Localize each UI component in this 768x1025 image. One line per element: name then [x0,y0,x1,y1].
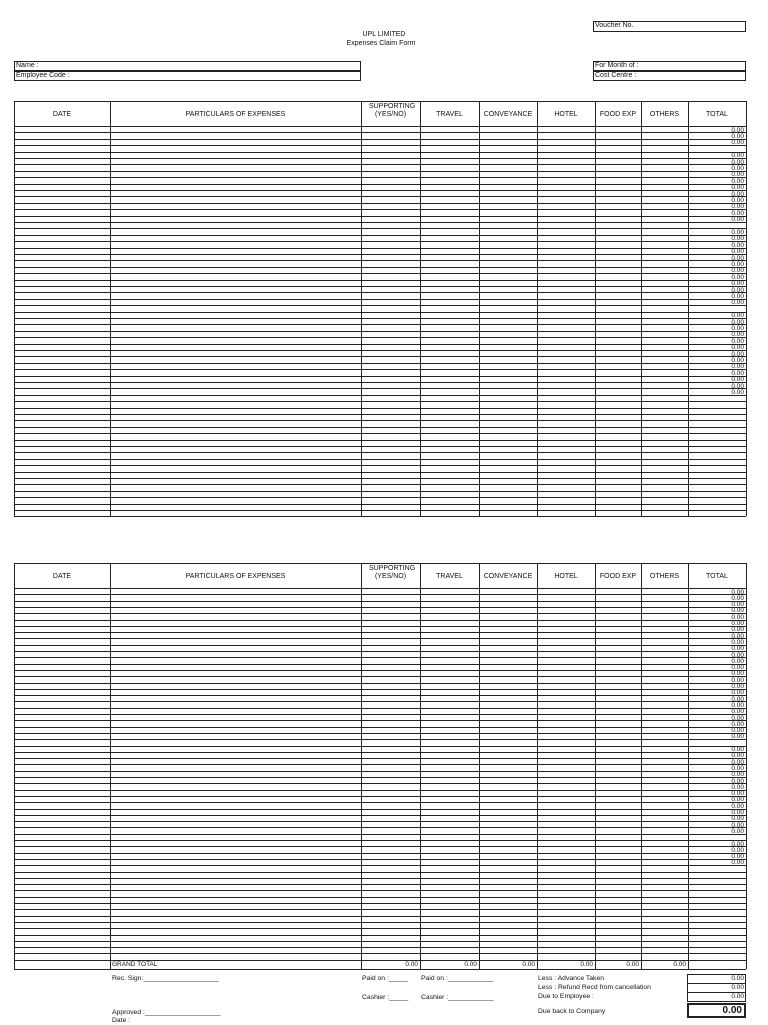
less-advance-label: Less : Advance Taken [538,975,605,982]
row-total: 0.00 [731,594,744,602]
table-row [14,884,746,885]
row-total: 0.00 [731,752,744,760]
row-total: 0.00 [731,164,744,172]
summary-refund-value: 0.00 [731,984,744,991]
table-row [14,433,746,434]
row-total: 0.00 [731,683,744,690]
table-row [14,324,746,325]
row-total: 0.00 [731,695,744,703]
table-row [14,834,746,835]
row-total: 0.00 [731,203,744,211]
table-row [14,695,746,696]
table-row [14,601,746,602]
table-row [14,594,746,595]
table-row [14,452,746,453]
row-total: 0.00 [731,292,744,300]
row-total: 0.00 [731,312,744,320]
row-total: 0.00 [731,254,744,262]
table-row [14,222,746,223]
table-row [14,953,746,954]
col-header-total: TOTAL [706,572,728,580]
table-row [14,714,746,715]
table-row [14,840,746,841]
table-row [14,941,746,942]
table-row [14,280,746,281]
row-total: 0.00 [731,184,744,192]
row-total: 0.00 [731,139,744,147]
row-total: 0.00 [731,171,744,179]
table-row [14,241,746,242]
row-total: 0.00 [731,382,744,390]
table-row [14,465,746,466]
row-total: 0.00 [731,859,744,867]
name-field[interactable] [14,61,361,71]
table-row [14,376,746,377]
table-row [14,318,746,319]
table-row [14,190,746,191]
table-row [14,395,746,396]
row-total: 0.00 [731,802,744,810]
table-row [14,758,746,759]
table-row [14,472,746,473]
row-total: 0.00 [731,664,744,672]
table-row [14,286,746,287]
col-header-others: OTHERS [649,110,680,118]
table-row [14,510,746,511]
table-row [14,878,746,879]
col-header-date: DATE [52,572,72,580]
row-total: 0.00 [731,714,744,722]
date-label: Date : [112,1017,131,1024]
col-header-hotel: HOTEL [554,572,578,580]
summary-due-employee-value: 0.00 [731,993,744,1000]
table-row [14,401,746,402]
row-total: 0.00 [731,821,744,829]
table-row [14,588,746,589]
table-row [14,228,746,229]
row-total: 0.00 [731,815,744,823]
row-total: 0.00 [731,344,744,352]
approved: Approved :____________________ [112,1009,221,1016]
row-total: 0.00 [731,350,744,358]
row-total: 0.00 [731,331,744,339]
row-total: 0.00 [731,228,744,236]
table-row [14,382,746,383]
row-total: 0.00 [731,209,744,217]
table-row [14,645,746,646]
paid-on-1: Paid on :_____ [362,975,408,982]
name-label: Name : [16,62,39,69]
row-total: 0.00 [731,241,744,249]
row-total: 0.00 [731,777,744,785]
table-row [14,427,746,428]
table-row [14,865,746,866]
col-header-travel: TRAVEL [436,110,463,118]
table-row [14,203,746,204]
row-total: 0.00 [731,190,744,198]
table-row [14,292,746,293]
row-total: 0.00 [731,651,744,659]
rec-sign: Rec. Sign:____________________ [112,975,219,982]
table-row [14,916,746,917]
table-row [14,420,746,421]
table-row [14,607,746,608]
row-total: 0.00 [731,260,744,268]
table-row [14,935,746,936]
company-name: UPL LIMITED [362,31,406,38]
row-total: 0.00 [731,790,744,798]
table-row [14,657,746,658]
table-row [14,928,746,929]
row-total: 0.00 [731,369,744,377]
col-header-total: TOTAL [706,110,728,118]
row-total: 0.00 [731,248,744,256]
row-total: 0.00 [731,273,744,281]
row-total: 0.00 [731,701,744,709]
row-total: 0.00 [731,620,744,627]
cashier-2: Cashier :____________ [421,994,494,1001]
table-row [14,126,746,127]
table-row [14,739,746,740]
row-total: 0.00 [731,158,744,166]
row-total: 0.00 [731,235,744,243]
table-row [14,632,746,633]
col-header-others: OTHERS [649,572,680,580]
table-row [14,248,746,249]
row-total: 0.00 [731,708,744,716]
row-total: 0.00 [731,318,744,326]
table-row [14,746,746,747]
table-row [14,446,746,447]
row-total: 0.00 [731,152,744,160]
table-row [14,260,746,261]
grand-total-label: GRAND TOTAL [112,960,158,968]
table-row [14,809,746,810]
row-total: 0.00 [731,337,744,345]
row-total: 0.00 [731,809,744,816]
row-total: 0.00 [731,286,744,294]
table-row [14,897,746,898]
table-row [14,676,746,677]
row-total: 0.00 [731,827,744,835]
row-total: 0.00 [731,638,744,646]
row-total: 0.00 [731,720,744,728]
row-total: 0.00 [731,132,744,140]
voucher-label: Voucher No. [595,22,634,29]
table-row [14,484,746,485]
row-total: 0.00 [731,846,744,854]
table-row [14,440,746,441]
paid-on-2: Paid on :____________ [421,975,494,982]
employee-code-label: Employee Code : [16,72,70,79]
table-row [14,872,746,873]
row-total: 0.00 [731,796,744,804]
table-row [14,853,746,854]
col-header-particulars: PARTICULARS OF EXPENSES [185,110,286,118]
less-refund-label: Less : Refund Recd from cancellation [538,984,651,991]
row-total: 0.00 [731,670,744,678]
row-total: 0.00 [731,376,744,384]
table-row [14,152,746,153]
table-row [14,859,746,860]
table-row [14,478,746,479]
row-total: 0.00 [731,601,744,609]
table-row [14,184,746,185]
row-total: 0.00 [731,626,744,634]
table-row [14,337,746,338]
table-row [14,235,746,236]
row-total: 0.00 [731,613,744,621]
grand-total-value: 0.00 [522,960,535,968]
col-header-conveyance: CONVEYANCE [483,110,533,118]
table-row [14,846,746,847]
row-total: 0.00 [731,324,744,332]
table-row [14,139,746,140]
table-row [14,827,746,828]
table-row [14,815,746,816]
table-row [14,350,746,351]
table-row [14,613,746,614]
col-header-particulars: PARTICULARS OF EXPENSES [185,572,286,580]
table-row [14,408,746,409]
table-row [14,158,746,159]
table-row [14,388,746,389]
row-total: 0.00 [731,363,744,371]
table-row [14,132,746,133]
col-header-food-exp: FOOD EXP [599,572,637,580]
row-total: 0.00 [731,645,744,653]
table-row [14,701,746,702]
col-header-conveyance: CONVEYANCE [483,572,533,580]
grand-total-value: 0.00 [673,960,686,968]
table-row [14,670,746,671]
row-total: 0.00 [731,177,744,185]
table-row [14,216,746,217]
table-row [14,771,746,772]
table-row [14,664,746,665]
due-employee-label: Due to Employee : [538,993,594,1000]
row-total: 0.00 [731,388,744,396]
table-row [14,752,746,753]
table-row [14,171,746,172]
table-row [14,145,746,146]
due-company-label: Due back to Company [538,1008,606,1015]
summary-advance-value: 0.00 [731,975,744,982]
table-row [14,733,746,734]
table-row [14,363,746,364]
table-row [14,254,746,255]
table-row [14,821,746,822]
table-row [14,796,746,797]
table-row [14,177,746,178]
row-total: 0.00 [731,196,744,204]
table-row [14,790,746,791]
col-header-travel: TRAVEL [436,572,463,580]
table-row [14,504,746,505]
cost-centre-label: Cost Centre : [595,72,637,79]
table-row [14,626,746,627]
table-row [14,783,746,784]
table-row [14,369,746,370]
row-total: 0.00 [731,676,744,684]
table-row [14,727,746,728]
row-total: 0.00 [731,689,744,697]
table-row [14,459,746,460]
table-row [14,209,746,210]
table-row [14,922,746,923]
table-row [14,196,746,197]
table-row [14,708,746,709]
row-total: 0.00 [731,588,744,596]
table-row [14,356,746,357]
cashier-1: Cashier :_____ [362,994,409,1001]
row-total: 0.00 [731,733,744,741]
grand-total-value: 0.00 [580,960,593,968]
due-company-value: 0.00 [722,1005,742,1016]
table-row [14,903,746,904]
table-row [14,651,746,652]
col-header-hotel: HOTEL [554,110,578,118]
row-total: 0.00 [731,746,744,753]
table-row [14,720,746,721]
table-row [14,331,746,332]
table-row [14,414,746,415]
table-row [14,638,746,639]
grand-total-value: 0.00 [405,960,418,968]
row-total: 0.00 [731,216,744,224]
table-row [14,267,746,268]
table-row [14,802,746,803]
grand-total-value: 0.00 [626,960,639,968]
row-total: 0.00 [731,126,744,134]
table-row [14,344,746,345]
table-row [14,689,746,690]
grand-total-value: 0.00 [464,960,477,968]
table-row [14,947,746,948]
col-header-supporting: SUPPORTING (YES/NO) [369,103,416,118]
form-title: Expenses Claim Form [346,40,416,47]
row-total: 0.00 [731,657,744,665]
table-row [14,777,746,778]
col-header-food-exp: FOOD EXP [599,110,637,118]
row-total: 0.00 [731,853,744,861]
row-total: 0.00 [731,764,744,772]
table-row [14,764,746,765]
table-row [14,273,746,274]
col-header-supporting: SUPPORTING (YES/NO) [369,565,416,580]
row-total: 0.00 [731,280,744,288]
table-row [14,683,746,684]
table-row [14,312,746,313]
row-total: 0.00 [731,771,744,779]
row-total: 0.00 [731,727,744,735]
table-row [14,491,746,492]
row-total: 0.00 [731,840,744,848]
table-row [14,305,746,306]
col-header-date: DATE [52,110,72,118]
table-row [14,164,746,165]
row-total: 0.00 [731,267,744,275]
row-total: 0.00 [731,607,744,615]
table-row [14,620,746,621]
row-total: 0.00 [731,299,744,307]
table-row [14,909,746,910]
month-label: For Month of : [595,62,639,69]
row-total: 0.00 [731,758,744,766]
row-total: 0.00 [731,632,744,640]
table-row [14,890,746,891]
table-row [14,299,746,300]
row-total: 0.00 [731,356,744,364]
row-total: 0.00 [731,783,744,791]
table-row [14,497,746,498]
